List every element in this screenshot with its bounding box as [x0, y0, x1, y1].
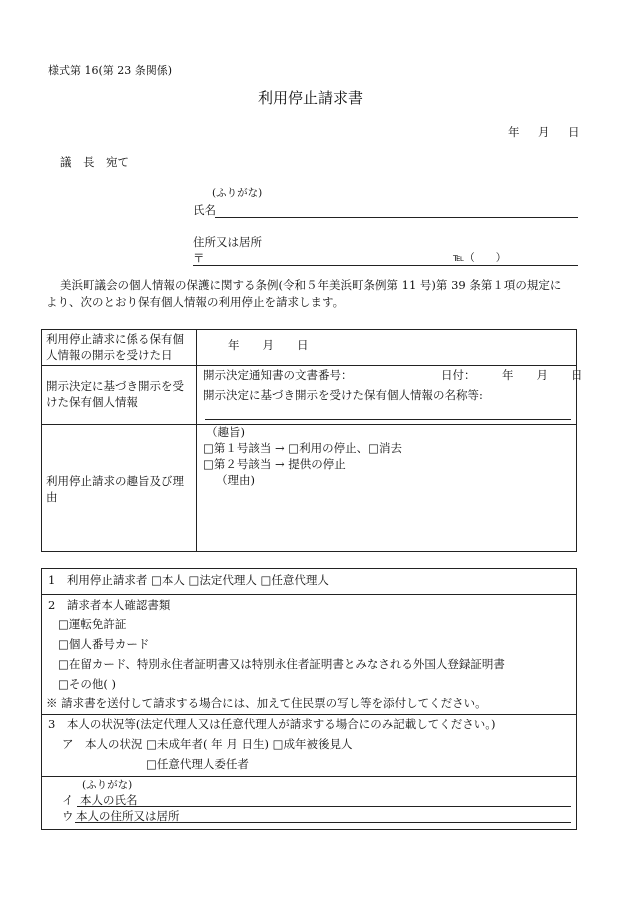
info-name-label: 開示決定に基づき開示を受けた保有個人情報の名称等: — [203, 388, 483, 402]
row2-label-line1: 開示決定に基づき開示を受 — [46, 379, 184, 393]
table2-divider-1 — [41, 594, 577, 595]
person-name-mark: イ — [62, 793, 74, 807]
id-doc-other[interactable]: □その他( ) — [58, 677, 116, 691]
table2-divider-2 — [41, 714, 577, 715]
table1-row-divider-1 — [41, 365, 577, 366]
person-address-label: 本人の住所又は居所 — [76, 809, 180, 823]
form-number: 様式第 16(第 23 条関係) — [48, 64, 173, 77]
date-day: 日 — [568, 125, 580, 139]
person-status-a2[interactable]: □任意代理人委任者 — [146, 757, 249, 771]
person-status-title: 3 本人の状況等(法定代理人又は任意代理人が請求する場合にのみ記載してください。) — [48, 717, 496, 731]
applicant-name-field[interactable] — [215, 217, 578, 218]
row3-label-line1: 利用停止請求の趣旨及び理 — [46, 474, 184, 488]
table1-row-divider-2 — [41, 424, 577, 425]
disclosure-date-field[interactable]: 年 月 日 — [228, 338, 309, 352]
tel-label: ℡（ ） — [453, 252, 507, 264]
intro-line-1: 美浜町議会の個人情報の保護に関する条例(令和５年美浜町条例第 11 号)第 39 条第１項の規定に — [60, 278, 562, 292]
intro-line-2: より、次のとおり保有個人情報の利用停止を請求します。 — [46, 295, 345, 309]
id-docs-title: 2 請求者本人確認書類 — [48, 598, 171, 612]
applicant-furigana-label: (ふりがな) — [212, 187, 263, 199]
id-doc-residence-card[interactable]: □在留カード、特別永住者証明書又は特別永住者証明書とみなされる外国人登録証明書 — [58, 657, 505, 671]
applicant-address-label: 住所又は居所 — [193, 235, 262, 249]
reason-label: （理由) — [216, 473, 255, 487]
id-doc-drivers-license[interactable]: □運転免許証 — [58, 617, 127, 631]
date-year: 年 — [508, 125, 520, 139]
table1-column-divider — [196, 329, 197, 552]
postal-mark: 〒 — [193, 251, 205, 265]
id-doc-mynumber-card[interactable]: □個人番号カード — [58, 637, 150, 651]
page-title: 利用停止請求書 — [258, 89, 364, 107]
row1-label-line1: 利用停止請求に係る保有個 — [46, 332, 184, 346]
applicant-name-label: 氏名 — [193, 203, 216, 217]
applicant-address-field[interactable] — [193, 265, 578, 266]
row1-label-line2: 人情報の開示を受けた日 — [46, 348, 173, 362]
row3-label-line2: 由 — [46, 490, 58, 504]
requester-type[interactable]: 1 利用停止請求者 □本人 □法定代理人 □任意代理人 — [48, 573, 329, 587]
person-name-field[interactable] — [77, 806, 571, 807]
doc-date-value[interactable]: 年 月 日 — [502, 368, 583, 382]
table2-divider-3 — [41, 776, 577, 777]
person-name-label: 本人の氏名 — [80, 793, 138, 807]
person-address-field[interactable] — [75, 822, 571, 823]
row2-label-line2: けた保有個人情報 — [46, 395, 138, 409]
person-address-mark: ウ — [62, 809, 74, 823]
date-month: 月 — [538, 125, 550, 139]
person-status-a[interactable]: ア 本人の状況 □未成年者( 年 月 日生) □成年被後見人 — [62, 737, 353, 751]
purpose-option-1[interactable]: □第１号該当 → □利用の停止、□消去 — [203, 441, 403, 455]
person-furigana-label: (ふりがな) — [82, 779, 133, 791]
info-name-field[interactable] — [205, 419, 571, 420]
id-docs-note: ※ 請求書を送付して請求する場合には、加えて住民票の写し等を添付してください。 — [46, 696, 487, 710]
doc-date-label: 日付： — [441, 368, 476, 382]
purpose-label: （趣旨) — [206, 425, 245, 439]
addressee: 議 長 宛て — [60, 155, 129, 169]
purpose-option-2[interactable]: □第２号該当 → 提供の停止 — [203, 457, 346, 471]
doc-number-label[interactable]: 開示決定通知書の文書番号： — [203, 368, 353, 382]
